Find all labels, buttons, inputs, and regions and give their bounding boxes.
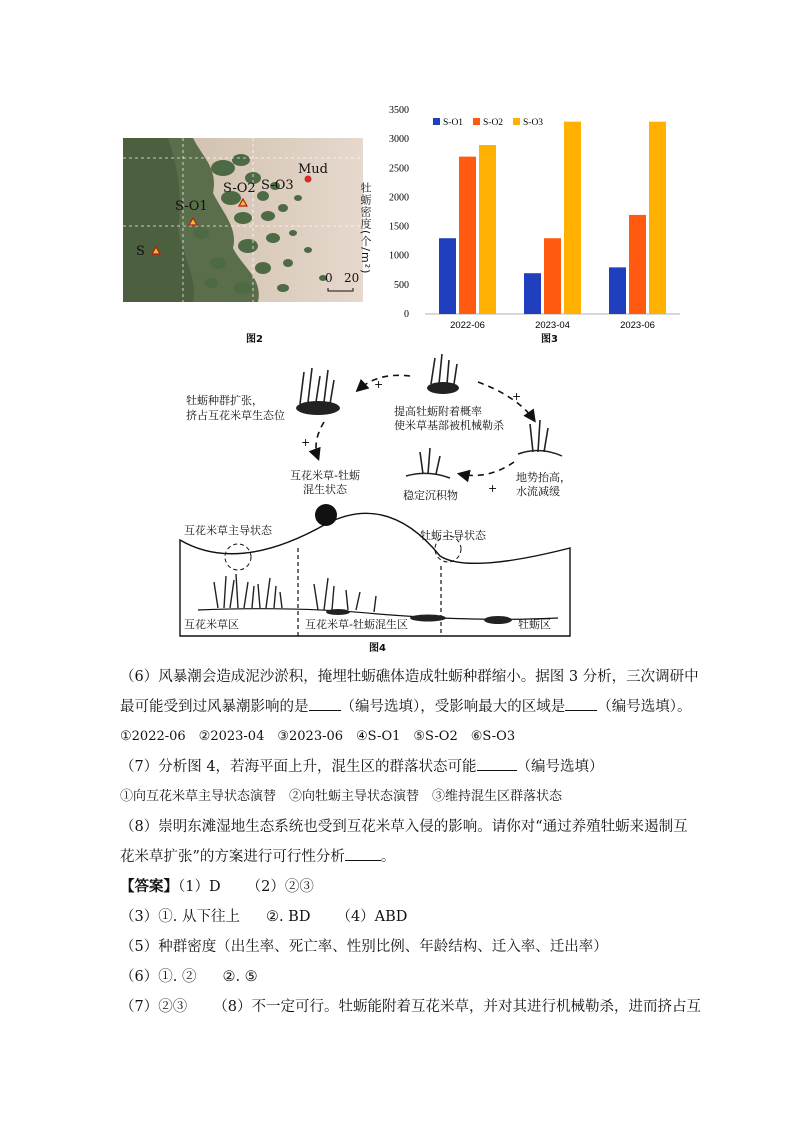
q6-blank2[interactable] — [565, 696, 597, 711]
y-tick-label: 2000 — [389, 192, 409, 204]
x-tick-label: 2023-06 — [620, 320, 655, 331]
answer-heading: 【答案】 — [120, 878, 178, 895]
plus-sign-1: + — [374, 378, 384, 391]
bar-s-o2-2022-06 — [459, 157, 476, 314]
label-mixed-state: 互花米草-牡蛎 混生状态 — [290, 469, 360, 496]
bar-s-o1-2022-06 — [439, 238, 456, 314]
q8-blank[interactable] — [345, 846, 381, 861]
figure2-caption: 图2 — [246, 334, 263, 345]
scale-twenty: 20 — [344, 271, 360, 285]
legend-swatch-s-o1 — [433, 118, 440, 125]
plus-sign-3: + — [488, 482, 498, 495]
state-ball — [315, 504, 337, 526]
bar-s-o3-2023-06 — [649, 122, 666, 314]
figure3-caption: 图3 — [541, 334, 558, 345]
legend-label-s-o2: S-O2 — [483, 118, 504, 128]
question-text-block — [120, 662, 701, 1022]
oyster-cluster-icon-left — [296, 368, 340, 415]
y-tick-label: 0 — [404, 309, 409, 320]
bar-s-o1-2023-06 — [609, 267, 626, 314]
x-tick-label: 2023-04 — [535, 320, 570, 331]
y-tick-label: 3000 — [389, 134, 409, 146]
so2-label: S-O2 — [223, 181, 256, 196]
y-tick-label: 2500 — [389, 163, 409, 175]
q6-blank1[interactable] — [309, 696, 341, 711]
plus-sign-4: + — [301, 436, 311, 449]
label-raise: 提高牡蛎附着概率 使米草基部被机械勒杀 — [394, 405, 504, 432]
spartina-plants — [214, 574, 376, 612]
label-terrain: 地势抬高， 水流减缓 — [516, 471, 571, 498]
figure2-map — [123, 138, 363, 302]
answer-line2: （3）①. 从下往上 ②. BD （4）ABD — [120, 909, 408, 925]
answer-line3: （5）种群密度（出生率、死亡率、性别比例、年龄结构、迁入率、迁出率） — [120, 939, 608, 955]
so1-label: S-O1 — [175, 199, 208, 214]
scale-zero: 0 — [325, 271, 333, 285]
oyster-density-chart — [389, 96, 685, 336]
s-label: S — [136, 244, 145, 259]
oyster-cluster-icon-top — [427, 354, 459, 394]
label-spartina-dominant: 互花米草主导状态 — [184, 524, 272, 537]
bar-s-o3-2023-04 — [564, 122, 581, 314]
answer-line4: （6）①. ② ②. ⑤ — [120, 969, 258, 985]
x-tick-label: 2022-06 — [450, 320, 485, 331]
bar-s-o3-2022-06 — [479, 145, 496, 314]
label-sediment: 稳定沉积物 — [403, 489, 458, 502]
label-oyster-dominant: 牡蛎主导状态 — [420, 529, 486, 542]
chart-y-axis-label: 牡蛎密度(个/m²) — [359, 182, 372, 275]
spartina-icon-bottom — [406, 448, 450, 478]
q7-line1: （7）分析图 4，若海平面上升，混生区的群落状态可能 （编号选填） — [120, 752, 680, 782]
label-zone-oyster: 牡蛎区 — [518, 618, 551, 631]
spartina-icon-right — [518, 420, 562, 456]
legend-label-s-o1: S-O1 — [443, 118, 464, 128]
bar-s-o2-2023-04 — [544, 238, 561, 314]
y-tick-label: 1000 — [389, 250, 409, 262]
q7-options: ①向互花米草主导状态演替 ②向牡蛎主导状态演替 ③维持混生区群落状态 — [120, 789, 563, 804]
y-tick-label: 3500 — [389, 105, 409, 116]
legend-label-s-o3: S-O3 — [523, 118, 544, 128]
q6-options: ①2022-06 ②2023-04 ③2023-06 ④S-O1 ⑤S-O2 ⑥S-O3 — [120, 729, 516, 744]
spartina-state-circle — [225, 544, 251, 570]
q8-line1: （8）崇明东滩湿地生态系统也受到互花米草入侵的影响。请你对“通过养殖牡蛎来遏制互 — [120, 819, 688, 835]
label-expand: 牡蛎种群扩张， 挤占互花米草生态位 — [186, 394, 285, 422]
y-tick-label: 500 — [394, 279, 409, 291]
plus-sign-2: + — [512, 390, 522, 403]
q6-line1: （6）风暴潮会造成泥沙淤积，掩埋牡蛎礁体造成牡蛎种群缩小。据图 3 分析，三次调研中 — [120, 669, 699, 685]
legend-swatch-s-o2 — [473, 118, 480, 125]
legend-swatch-s-o3 — [513, 118, 520, 125]
answer-line1: 【答案】（1）D （2）②③ — [120, 878, 314, 895]
answer-line5: （7）②③ （8）不一定可行。牡蛎能附着互花米草，并对其进行机械勒杀，进而挤占互 — [120, 999, 701, 1015]
bar-s-o1-2023-04 — [524, 273, 541, 314]
label-zone-spartina: 互花米草区 — [184, 618, 239, 631]
bar-s-o2-2023-06 — [629, 215, 646, 314]
y-tick-label: 1500 — [389, 221, 409, 233]
mud-label: Mud — [298, 162, 329, 177]
q7-blank[interactable] — [477, 756, 517, 771]
q8-line2: 花米草扩张”的方案进行可行性分析 。 — [120, 842, 680, 872]
so3-label: S-O3 — [261, 178, 294, 193]
q6-line2: 最可能受到过风暴潮影响的是 （编号选填），受影响最大的区域是 （编号选填）。 — [120, 692, 680, 722]
figure4-caption: 图4 — [369, 643, 386, 654]
label-zone-mixed: 互花米草-牡蛎混生区 — [305, 618, 408, 631]
